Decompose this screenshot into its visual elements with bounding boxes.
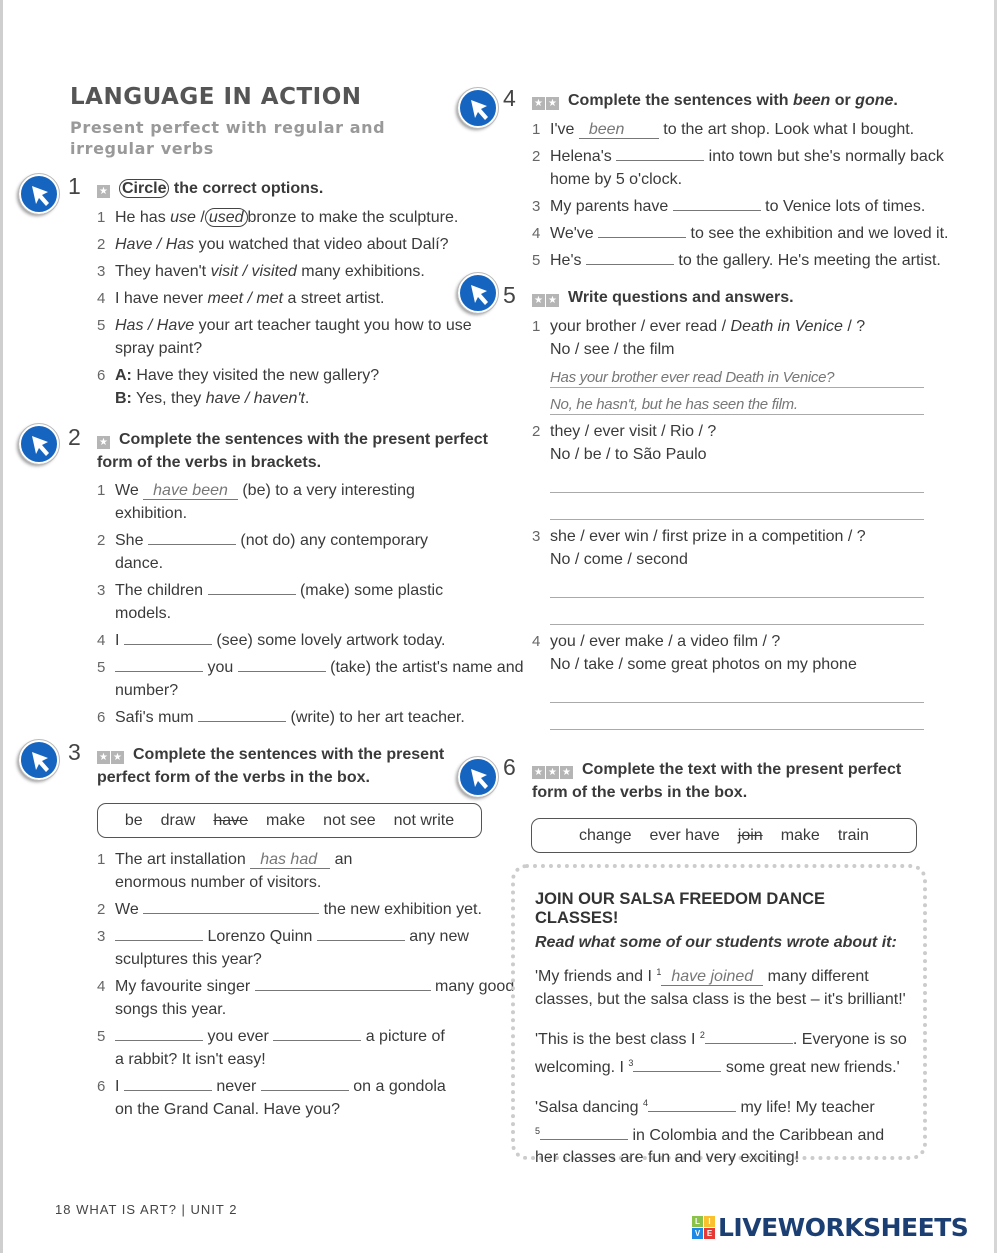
word-box <box>97 803 482 838</box>
answer-line[interactable] <box>550 466 924 493</box>
italic-text: use <box>170 209 196 226</box>
subtitle-line: Present perfect with regular and <box>70 118 386 137</box>
answer-line[interactable] <box>550 571 924 598</box>
gap-number: 5 <box>535 1125 541 1136</box>
text: dance. <box>115 555 164 572</box>
star-icon: ★ <box>546 294 559 307</box>
blank-input[interactable] <box>208 580 296 595</box>
exercise-2 <box>68 424 524 733</box>
text: models. <box>115 605 172 622</box>
cursor-arrow-icon <box>30 434 52 458</box>
answer-line[interactable] <box>550 493 924 520</box>
exercise-4 <box>503 85 949 276</box>
item-number: 4 <box>97 632 106 649</box>
page-edge <box>994 0 997 1253</box>
item-number: 1 <box>97 851 106 868</box>
blank-input[interactable] <box>616 146 704 161</box>
text: your brother / ever read / <box>550 318 731 335</box>
text: a picture of <box>361 1028 445 1045</box>
instruction-text <box>97 431 488 471</box>
word-box-item-used: have <box>213 811 249 829</box>
exercise-5 <box>503 282 925 735</box>
text: No / come / second <box>550 551 688 568</box>
items-list <box>70 479 524 729</box>
text: sculptures this year? <box>115 951 262 968</box>
text: an <box>330 851 353 868</box>
exercise-number: 3 <box>68 739 81 765</box>
blank-input[interactable] <box>648 1097 736 1112</box>
list-item <box>97 975 515 1021</box>
text: the correct options. <box>169 180 324 197</box>
text: a street artist. <box>283 290 385 307</box>
item-number: 2 <box>97 901 106 918</box>
blank-input[interactable] <box>143 899 231 914</box>
text: He has <box>115 209 171 226</box>
list-item <box>97 314 490 360</box>
text: my life! My teacher <box>736 1099 875 1116</box>
items-list <box>505 118 949 272</box>
logo-icon <box>692 1216 715 1239</box>
star-icon: ★ <box>546 766 559 779</box>
item-number: 4 <box>532 633 541 650</box>
text: We <box>115 901 144 918</box>
text: many different <box>763 968 869 985</box>
italic-text: Death in Venice <box>730 318 843 335</box>
paragraph <box>535 1024 907 1079</box>
blank-input[interactable] <box>586 250 674 265</box>
answer-field[interactable]: been <box>579 122 659 139</box>
list-item <box>97 898 490 921</box>
text: classes, but the salsa class is the best – it's brilliant!' <box>535 990 906 1008</box>
item-number: 5 <box>97 317 106 334</box>
text: home by 5 o'clock. <box>550 171 683 188</box>
text-heading: JOIN OUR SALSA FREEDOM DANCE CLASSES! <box>535 890 825 927</box>
text: they / ever visit / Rio / ? <box>550 423 717 440</box>
italic-text: been <box>792 92 831 109</box>
text: the new exhibition yet. <box>319 901 482 918</box>
text: form of the verbs in the box. <box>532 784 748 801</box>
text: perfect form of the verbs in the box. <box>97 769 370 786</box>
list-item <box>97 1075 490 1121</box>
list-item <box>532 420 925 466</box>
text: you / ever make / a video film / ? <box>550 633 781 650</box>
logo-letter: I <box>704 1216 715 1227</box>
answer-line[interactable]: No, he hasn't, but he has seen the film. <box>550 388 924 415</box>
text: They haven't <box>115 263 211 280</box>
blank-input[interactable] <box>115 926 203 941</box>
item-number: 4 <box>532 225 541 242</box>
answer-field[interactable]: have joined <box>661 969 763 986</box>
text: Complete the sentences with the present <box>133 746 445 763</box>
text: to the gallery. He's meeting the artist. <box>673 252 941 269</box>
text: Complete the sentences with the present perfect <box>119 431 488 448</box>
list-item <box>97 579 490 625</box>
item-number: 1 <box>532 121 541 138</box>
list-item <box>97 206 490 229</box>
list-item <box>97 287 490 310</box>
list-item <box>97 260 490 283</box>
answer-field[interactable]: has had <box>250 852 330 869</box>
italic-text: meet / met <box>207 290 284 307</box>
text: No / take / some great photos on my phone <box>550 656 857 673</box>
instruction-text <box>568 289 794 306</box>
pointer-icon[interactable] <box>458 88 498 128</box>
list-item <box>532 525 925 571</box>
gap-number: 3 <box>628 1057 634 1068</box>
text: into town but she's normally back <box>704 148 944 165</box>
list-item <box>97 925 490 971</box>
paragraph <box>535 961 906 1011</box>
text: your art teacher taught you how to use <box>194 317 472 334</box>
star-icon: ★ <box>546 97 559 110</box>
star-icon: ★ <box>111 751 124 764</box>
text: Lorenzo Quinn <box>203 928 317 945</box>
text: Write questions and answers. <box>568 289 794 306</box>
items-list <box>70 206 490 410</box>
page-title: LANGUAGE IN ACTION <box>70 84 362 110</box>
text: (be) to a very interesting <box>237 482 415 499</box>
star-icon: ★ <box>97 751 110 764</box>
text: her classes are fun and very exciting! <box>535 1149 800 1166</box>
text: The art installation <box>115 851 251 868</box>
italic-text: Has / Have <box>115 317 195 334</box>
text: My favourite singer <box>115 978 255 995</box>
list-item <box>97 1025 490 1071</box>
exercise-instruction <box>503 85 925 113</box>
text: never <box>211 1078 261 1095</box>
text: on the Grand Canal. Have you? <box>115 1101 341 1118</box>
difficulty-stars <box>97 430 111 452</box>
exercise-number: 5 <box>503 282 516 308</box>
word-box-item: make <box>780 826 820 844</box>
logo-text: LIVEWORKSHEETS <box>718 1213 969 1242</box>
text: spray paint? <box>115 340 203 357</box>
item-number: 4 <box>97 978 106 995</box>
word-box-item: ever have <box>649 826 720 844</box>
blank-input[interactable] <box>273 1026 361 1041</box>
text: some great new friends.' <box>721 1058 900 1076</box>
text: . Everyone is so <box>792 1031 907 1048</box>
text: / <box>195 209 205 226</box>
text: any new <box>404 928 469 945</box>
item-number: 6 <box>97 1078 106 1095</box>
text: I have never <box>115 290 208 307</box>
list-item <box>97 706 490 729</box>
text: form of the verbs in brackets. <box>97 454 322 471</box>
blank-input[interactable] <box>317 926 405 941</box>
exercise-instruction <box>503 754 925 804</box>
word-box-item-used: join <box>737 826 763 844</box>
blank-input[interactable] <box>238 657 326 672</box>
list-item <box>532 222 949 245</box>
item-number: 3 <box>97 263 106 280</box>
circled-word: Circle <box>119 179 169 198</box>
exercise-3 <box>68 739 515 1125</box>
text: The children <box>115 582 208 599</box>
text: on a gondola <box>348 1078 446 1095</box>
list-item <box>97 656 524 702</box>
paragraph <box>535 1092 903 1170</box>
text-subheading: Read what some of our students wrote about it: <box>535 934 897 951</box>
answer-line[interactable] <box>550 598 924 625</box>
text: you <box>203 659 238 676</box>
blank-input[interactable] <box>673 196 761 211</box>
gap-number: 1 <box>656 967 662 977</box>
text: (see) some lovely artwork today. <box>211 632 446 649</box>
item-number: 5 <box>97 659 106 676</box>
gap-number: 4 <box>643 1098 649 1108</box>
text: in Colombia and the Caribbean and <box>628 1126 885 1144</box>
footer <box>55 1202 238 1217</box>
bold-label: B: <box>115 390 132 407</box>
text: Have they visited the new gallery? <box>131 367 380 384</box>
item-number: 6 <box>97 709 106 726</box>
word-box-item: be <box>124 811 143 829</box>
text: Helena's <box>550 148 617 165</box>
exercise-6 <box>503 754 925 853</box>
exercise-instruction <box>503 282 925 310</box>
text: . <box>893 92 898 109</box>
item-number: 1 <box>97 482 106 499</box>
text: (write) to her art teacher. <box>286 709 465 726</box>
text: welcoming. I <box>535 1058 629 1076</box>
text: Complete the sentences with <box>568 92 793 109</box>
items-list <box>70 848 515 1121</box>
text: . <box>304 390 310 407</box>
logo-letter: V <box>692 1228 703 1239</box>
blank-input[interactable] <box>115 1026 203 1041</box>
list-item <box>97 233 490 256</box>
exercise-number: 1 <box>68 173 81 199</box>
text: / ? <box>842 318 866 335</box>
text: I've <box>550 121 579 138</box>
text: she / ever win / first prize in a competition / ? <box>550 528 866 545</box>
item-number: 4 <box>97 290 106 307</box>
answer-line[interactable]: Has your brother ever read Death in Venice? <box>550 361 924 388</box>
items-list <box>505 315 925 735</box>
item-number: 3 <box>97 928 106 945</box>
star-icon: ★ <box>97 185 110 198</box>
text: We've <box>550 225 599 242</box>
pointer-icon[interactable] <box>19 740 59 780</box>
text: Safi's mum <box>115 709 199 726</box>
star-icon: ★ <box>97 436 110 449</box>
text: (make) some plastic <box>295 582 444 599</box>
word-box <box>531 818 917 853</box>
italic-text: visit / visited <box>210 263 297 280</box>
exercise-instruction <box>68 424 490 474</box>
cursor-arrow-icon <box>30 750 52 774</box>
text: Yes, they <box>131 390 206 407</box>
list-item <box>532 249 941 272</box>
pointer-icon[interactable] <box>19 424 59 464</box>
text: to Venice lots of times. <box>760 198 926 215</box>
item-number: 3 <box>97 582 106 599</box>
instruction-text <box>532 761 901 801</box>
text: a rabbit? It isn't easy! <box>115 1051 266 1068</box>
logo-letter: L <box>692 1216 703 1227</box>
list-item <box>97 529 490 575</box>
list-item <box>532 630 925 676</box>
list-item <box>532 315 925 361</box>
star-icon: ★ <box>532 97 545 110</box>
text: bronze to make the sculpture. <box>247 209 459 226</box>
instruction-text <box>97 746 444 786</box>
text: No / see / the film <box>550 341 675 358</box>
text: 'My friends and I <box>535 968 657 985</box>
cursor-arrow-icon <box>469 98 491 122</box>
text: many good <box>430 978 515 995</box>
item-number: 3 <box>532 528 541 545</box>
italic-text: Have / Has <box>115 236 195 253</box>
text: 'Salsa dancing <box>535 1099 644 1116</box>
text: She <box>115 532 148 549</box>
exercise-number: 4 <box>503 85 516 111</box>
instruction-text <box>568 92 898 109</box>
item-number: 2 <box>97 532 106 549</box>
item-number: 5 <box>532 252 541 269</box>
text: (not do) any contemporary <box>235 532 429 549</box>
italic-text: gone <box>855 92 894 109</box>
text: 'This is the best class I <box>535 1031 700 1048</box>
blank-input[interactable] <box>115 657 203 672</box>
list-item <box>97 848 490 894</box>
item-number: 1 <box>532 318 541 335</box>
text: Complete the text with the present perfect <box>582 761 902 778</box>
word-box-item: make <box>266 811 306 829</box>
text: you ever <box>203 1028 274 1045</box>
word-box-item: not write <box>393 811 455 829</box>
difficulty-stars <box>97 745 125 767</box>
blank-input[interactable] <box>255 976 343 991</box>
item-number: 6 <box>97 367 106 384</box>
blank-input[interactable] <box>124 630 212 645</box>
text: number? <box>115 682 179 699</box>
difficulty-stars <box>532 91 560 113</box>
text: to the art shop. Look what I bought. <box>658 121 915 138</box>
instruction-text <box>119 179 323 198</box>
text: No / be / to São Paulo <box>550 446 707 463</box>
answer-field[interactable]: have been <box>143 483 238 500</box>
logo-letter: E <box>704 1228 715 1239</box>
gap-number: 2 <box>699 1030 705 1040</box>
word-box-item: not see <box>323 811 376 829</box>
difficulty-stars <box>532 288 560 310</box>
blank-input[interactable] <box>343 976 431 991</box>
exercise-1 <box>68 173 490 414</box>
liveworksheets-logo[interactable] <box>692 1213 968 1242</box>
answer-line[interactable] <box>550 703 924 730</box>
page-number: 18 <box>55 1202 72 1217</box>
text: many exhibitions. <box>296 263 425 280</box>
word-box-item: change <box>579 826 632 844</box>
text: I <box>115 1078 124 1095</box>
text: songs this year. <box>115 1001 227 1018</box>
text: you watched that video about Dalí? <box>194 236 449 253</box>
list-item <box>532 145 944 191</box>
exercise-number: 6 <box>503 754 516 780</box>
circled-option[interactable]: used <box>205 208 248 227</box>
blank-input[interactable] <box>148 530 236 545</box>
text: I <box>115 632 124 649</box>
blank-input[interactable] <box>261 1076 349 1091</box>
list-item <box>97 479 490 525</box>
item-number: 5 <box>97 1028 106 1045</box>
list-item <box>532 118 925 141</box>
list-item <box>97 364 490 410</box>
item-number: 2 <box>97 236 106 253</box>
word-box-item: draw <box>160 811 196 829</box>
text: He's <box>550 252 586 269</box>
list-item <box>97 629 490 652</box>
blank-input[interactable] <box>124 1076 212 1091</box>
cursor-arrow-icon <box>30 184 52 208</box>
star-icon: ★ <box>532 766 545 779</box>
page-edge <box>0 0 3 1253</box>
text: exhibition. <box>115 505 188 522</box>
page-subtitle <box>70 117 385 159</box>
blank-input[interactable] <box>598 223 686 238</box>
star-icon: ★ <box>532 294 545 307</box>
blank-input[interactable] <box>231 899 319 914</box>
exercise-instruction <box>68 173 490 201</box>
answer-line[interactable] <box>550 676 924 703</box>
blank-input[interactable] <box>705 1029 793 1044</box>
text: (take) the artist's name and <box>325 659 524 676</box>
list-item <box>532 195 925 218</box>
text: We <box>115 482 144 499</box>
footer-text: WHAT IS ART? | UNIT 2 <box>76 1202 238 1217</box>
blank-input[interactable] <box>540 1125 628 1140</box>
salsa-text-box <box>511 864 927 1166</box>
italic-text: have / haven't <box>205 390 305 407</box>
text: My parents have <box>550 198 673 215</box>
blank-input[interactable] <box>198 707 286 722</box>
exercise-instruction <box>68 739 490 789</box>
word-box-item: train <box>837 826 869 844</box>
text: to see the exhibition and we loved it. <box>686 225 949 242</box>
difficulty-stars <box>532 760 574 782</box>
bold-label: A: <box>115 367 132 384</box>
item-number: 1 <box>97 209 106 226</box>
exercise-number: 2 <box>68 424 81 450</box>
subtitle-line: irregular verbs <box>70 139 214 158</box>
pointer-icon[interactable] <box>19 174 59 214</box>
blank-input[interactable] <box>633 1057 721 1072</box>
item-number: 2 <box>532 148 541 165</box>
text: or <box>830 92 856 109</box>
text: enormous number of visitors. <box>115 874 322 891</box>
star-icon: ★ <box>560 766 573 779</box>
item-number: 3 <box>532 198 541 215</box>
item-number: 2 <box>532 423 541 440</box>
difficulty-stars <box>97 179 111 201</box>
